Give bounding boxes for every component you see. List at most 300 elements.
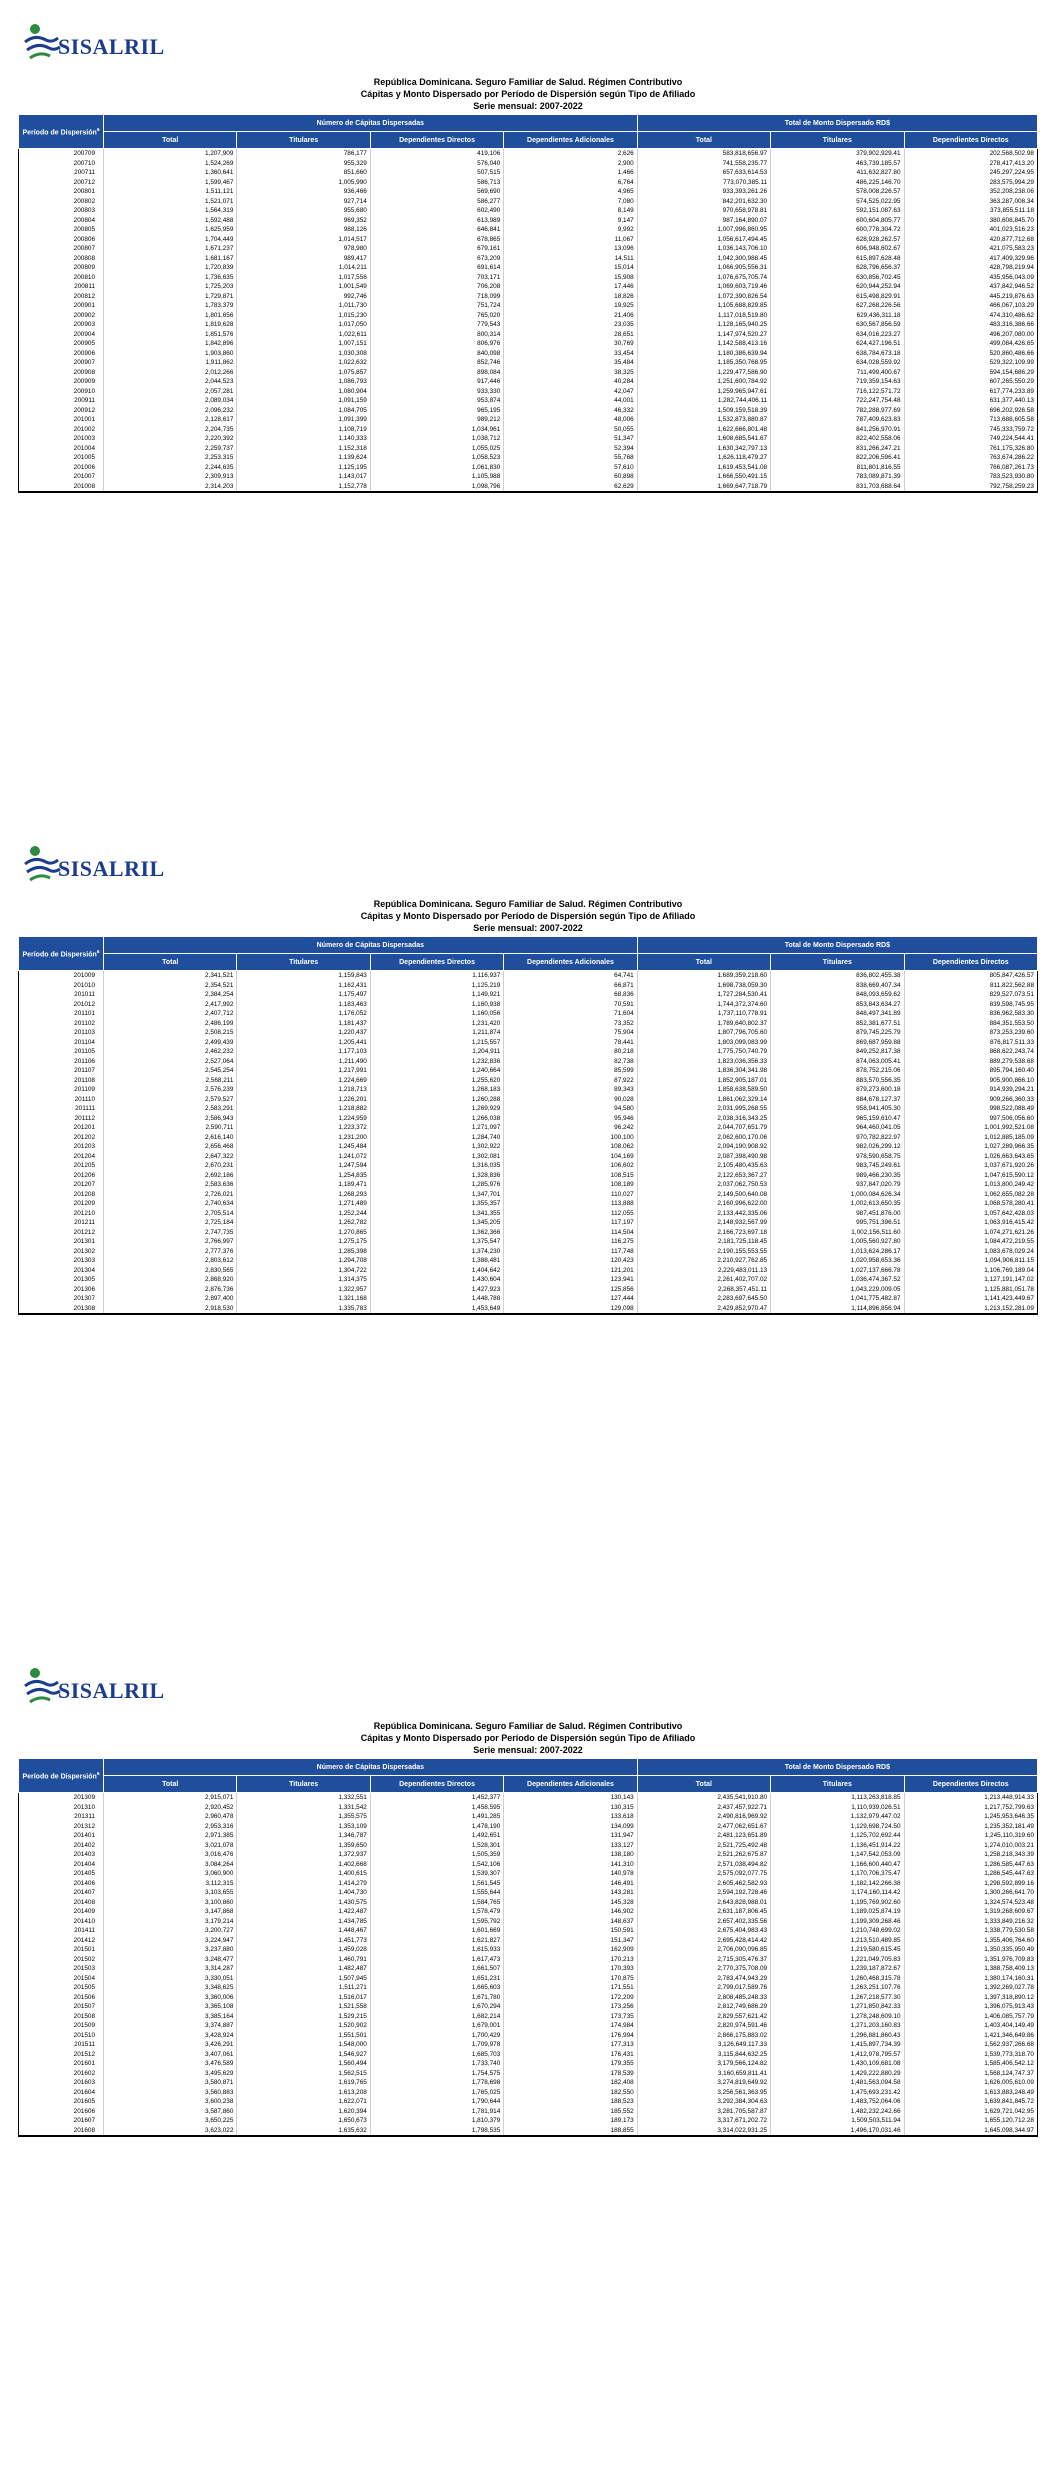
value-cell: 114,504 <box>504 1228 637 1238</box>
period-cell: 200811 <box>19 282 104 292</box>
value-cell: 1,507,945 <box>237 1974 370 1984</box>
period-cell: 201109 <box>19 1085 104 1095</box>
value-cell: 1,241,072 <box>237 1152 370 1162</box>
value-cell: 842,201,632.30 <box>637 197 770 207</box>
value-cell: 48,006 <box>504 415 637 425</box>
table-row <box>19 2088 1038 2098</box>
value-cell: 108,189 <box>504 1180 637 1190</box>
sisalril-logo <box>22 20 165 64</box>
table-row <box>19 1898 1038 1908</box>
value-cell: 1,260,468,315.78 <box>771 1974 904 1984</box>
value-cell: 2,190,155,553.55 <box>637 1247 770 1257</box>
table-row <box>19 1983 1038 1993</box>
value-cell: 3,179,214 <box>104 1917 237 1927</box>
value-cell: 2,920,452 <box>104 1803 237 1813</box>
value-cell: 2,747,735 <box>104 1228 237 1238</box>
value-cell: 1,372,937 <box>237 1850 370 1860</box>
value-cell: 1,235,352,181.49 <box>904 1822 1037 1832</box>
value-cell: 879,273,600.18 <box>771 1085 904 1095</box>
value-cell: 2,437,457,922.71 <box>637 1803 770 1813</box>
period-cell: 201205 <box>19 1161 104 1171</box>
value-cell: 2,087,398,490.98 <box>637 1152 770 1162</box>
table-row <box>19 1945 1038 1955</box>
value-cell: 411,632,827.80 <box>771 168 904 178</box>
period-cell: 201004 <box>19 444 104 454</box>
value-cell: 1,422,487 <box>237 1907 370 1917</box>
value-cell: 1,183,463 <box>237 1000 370 1010</box>
value-cell: 177,313 <box>504 2040 637 2050</box>
value-cell: 1,851,576 <box>104 330 237 340</box>
period-cell: 201512 <box>19 2050 104 2060</box>
logo-emblem-icon <box>22 842 62 886</box>
value-cell: 1,017,556 <box>237 273 370 283</box>
value-cell: 1,429,222,880.29 <box>771 2069 904 2079</box>
table-row <box>19 425 1038 435</box>
value-cell: 3,016,476 <box>104 1850 237 1860</box>
period-cell: 200801 <box>19 187 104 197</box>
value-cell: 1,481,563,094.58 <box>771 2078 904 2088</box>
value-cell: 2,706,090,096.85 <box>637 1945 770 1955</box>
value-cell: 1,415,897,734.39 <box>771 2040 904 2050</box>
value-cell: 638,784,673.18 <box>771 349 904 359</box>
value-cell: 2,261,402,707.02 <box>637 1275 770 1285</box>
period-cell: 200901 <box>19 301 104 311</box>
value-cell: 1,041,775,482.87 <box>771 1294 904 1304</box>
period-header <box>19 1759 104 1793</box>
value-cell: 1,661,507 <box>370 1964 503 1974</box>
table-row <box>19 2069 1038 2079</box>
value-cell: 1,861,062,329.14 <box>637 1095 770 1105</box>
value-cell: 141,310 <box>504 1860 637 1870</box>
period-cell: 201105 <box>19 1047 104 1057</box>
value-cell: 868,622,243.74 <box>904 1047 1037 1057</box>
value-cell: 615,498,829.91 <box>771 292 904 302</box>
value-cell: 787,409,623.83 <box>771 415 904 425</box>
period-header-note: a <box>96 126 100 133</box>
value-cell: 822,402,558.06 <box>771 434 904 444</box>
value-cell: 1,744,372,374.60 <box>637 1000 770 1010</box>
value-cell: 1,430,575 <box>237 1898 370 1908</box>
value-cell: 1,775,750,740.79 <box>637 1047 770 1057</box>
value-cell: 129,098 <box>504 1304 637 1315</box>
value-cell: 64,741 <box>504 971 637 981</box>
table-row <box>19 368 1038 378</box>
period-cell: 201110 <box>19 1095 104 1105</box>
value-cell: 1,625,959 <box>104 225 237 235</box>
table-row <box>19 235 1038 245</box>
value-cell: 1,823,036,356.33 <box>637 1057 770 1067</box>
value-cell: 1,302,081 <box>370 1152 503 1162</box>
value-cell: 3,281,705,587.87 <box>637 2107 770 2117</box>
value-cell: 1,271,097 <box>370 1123 503 1133</box>
value-cell: 3,407,061 <box>104 2050 237 2060</box>
table-row <box>19 1218 1038 1228</box>
value-cell: 2,631,187,806.45 <box>637 1907 770 1917</box>
value-cell: 1,617,473 <box>370 1955 503 1965</box>
value-cell: 1,160,938 <box>370 1000 503 1010</box>
value-cell: 1,215,557 <box>370 1038 503 1048</box>
table-row <box>19 1114 1038 1124</box>
table-row <box>19 1028 1038 1038</box>
value-cell: 1,353,109 <box>237 1822 370 1832</box>
value-cell: 992,746 <box>237 292 370 302</box>
value-cell: 779,543 <box>370 320 503 330</box>
value-cell: 1,147,974,520.27 <box>637 330 770 340</box>
value-cell: 42,047 <box>504 387 637 397</box>
value-cell: 2,766,997 <box>104 1237 237 1247</box>
table-row <box>19 311 1038 321</box>
value-cell: 2,037,062,750.53 <box>637 1180 770 1190</box>
column-header: Total <box>104 1776 237 1793</box>
value-cell: 1,128,165,940.25 <box>637 320 770 330</box>
value-cell: 3,256,561,363.95 <box>637 2088 770 2098</box>
value-cell: 1,213,152,281.09 <box>904 1304 1037 1315</box>
table-row <box>19 396 1038 406</box>
period-cell: 201411 <box>19 1926 104 1936</box>
value-cell: 3,200,727 <box>104 1926 237 1936</box>
column-header: Dependientes Directos <box>904 1776 1037 1793</box>
period-cell: 201407 <box>19 1888 104 1898</box>
value-cell: 1,189,025,874.19 <box>771 1907 904 1917</box>
value-cell: 1,542,106 <box>370 1860 503 1870</box>
value-cell: 1,404,730 <box>237 1888 370 1898</box>
period-cell: 201509 <box>19 2021 104 2031</box>
value-cell: 1,516,017 <box>237 1993 370 2003</box>
value-cell: 9,992 <box>504 225 637 235</box>
table-row <box>19 1047 1038 1057</box>
value-cell: 811,801,816.55 <box>771 463 904 473</box>
value-cell: 1,030,308 <box>237 349 370 359</box>
table-row <box>19 1190 1038 1200</box>
report-title3: Serie mensual: 2007-2022 <box>473 1745 583 1755</box>
value-cell: 630,856,702.45 <box>771 273 904 283</box>
value-cell: 188,523 <box>504 2097 637 2107</box>
value-cell: 1,400,615 <box>237 1869 370 1879</box>
value-cell: 1,117,018,519.80 <box>637 311 770 321</box>
value-cell: 2,122,653,367.27 <box>637 1171 770 1181</box>
value-cell: 1,388,758,409.13 <box>904 1964 1037 1974</box>
value-cell: 1,247,594 <box>237 1161 370 1171</box>
value-cell: 1,698,738,059.30 <box>637 981 770 991</box>
period-cell: 201408 <box>19 1898 104 1908</box>
value-cell: 2,283,697,645.50 <box>637 1294 770 1304</box>
value-cell: 2,897,400 <box>104 1294 237 1304</box>
value-cell: 117,197 <box>504 1218 637 1228</box>
value-cell: 474,310,486.62 <box>904 311 1037 321</box>
value-cell: 2,486,199 <box>104 1019 237 1029</box>
value-cell: 964,460,041.05 <box>771 1123 904 1133</box>
value-cell: 1,213,510,489.85 <box>771 1936 904 1946</box>
value-cell: 7,080 <box>504 197 637 207</box>
value-cell: 1,282,744,406.11 <box>637 396 770 406</box>
report-title3: Serie mensual: 2007-2022 <box>473 923 583 933</box>
value-cell: 2,647,322 <box>104 1152 237 1162</box>
value-cell: 958,941,405.30 <box>771 1104 904 1114</box>
value-cell: 783,089,871.39 <box>771 472 904 482</box>
value-cell: 2,808,485,248.33 <box>637 1993 770 2003</box>
value-cell: 594,154,686.29 <box>904 368 1037 378</box>
value-cell: 1,221,049,705.83 <box>771 1955 904 1965</box>
period-cell: 201101 <box>19 1009 104 1019</box>
value-cell: 1,108,719 <box>237 425 370 435</box>
column-header: Dependientes Adicionales <box>504 954 637 971</box>
value-cell: 852,381,677.51 <box>771 1019 904 1029</box>
value-cell: 2,057,281 <box>104 387 237 397</box>
value-cell: 586,713 <box>370 178 503 188</box>
value-cell: 15,014 <box>504 263 637 273</box>
value-cell: 1,555,644 <box>370 1888 503 1898</box>
value-cell: 2,149,500,640.08 <box>637 1190 770 1200</box>
value-cell: 806,976 <box>370 339 503 349</box>
value-cell: 1,022,611 <box>237 330 370 340</box>
period-cell: 201607 <box>19 2116 104 2126</box>
value-cell: 3,650,225 <box>104 2116 237 2126</box>
table-row <box>19 1085 1038 1095</box>
value-cell: 1,521,071 <box>104 197 237 207</box>
value-cell: 1,047,615,590.12 <box>904 1171 1037 1181</box>
value-cell: 1,505,359 <box>370 1850 503 1860</box>
value-cell: 3,476,589 <box>104 2059 237 2069</box>
value-cell: 3,147,868 <box>104 1907 237 1917</box>
value-cell: 1,125,195 <box>237 463 370 473</box>
value-cell: 68,836 <box>504 990 637 1000</box>
value-cell: 1,160,056 <box>370 1009 503 1019</box>
value-cell: 718,099 <box>370 292 503 302</box>
value-cell: 933,393,261.26 <box>637 187 770 197</box>
value-cell: 1,268,293 <box>237 1190 370 1200</box>
table-row <box>19 197 1038 207</box>
value-cell: 1,521,558 <box>237 2002 370 2012</box>
table-row <box>19 1057 1038 1067</box>
value-cell: 631,377,440.13 <box>904 396 1037 406</box>
value-cell: 2,545,254 <box>104 1066 237 1076</box>
value-cell: 1,262,782 <box>237 1218 370 1228</box>
value-cell: 1,129,698,724.50 <box>771 1822 904 1832</box>
value-cell: 1,619,453,541.08 <box>637 463 770 473</box>
value-cell: 188,855 <box>504 2126 637 2137</box>
table-row <box>19 971 1038 981</box>
value-cell: 1,421,346,649.86 <box>904 2031 1037 2041</box>
value-cell: 1,670,294 <box>370 2002 503 2012</box>
value-cell: 1,252,244 <box>237 1209 370 1219</box>
value-cell: 955,680 <box>237 206 370 216</box>
value-cell: 182,550 <box>504 2088 637 2098</box>
value-cell: 2,692,186 <box>104 1171 237 1181</box>
value-cell: 2,220,392 <box>104 434 237 444</box>
value-cell: 1,007,996,860.95 <box>637 225 770 235</box>
value-cell: 782,288,977.69 <box>771 406 904 416</box>
value-cell: 125,856 <box>504 1285 637 1295</box>
table-row <box>19 1926 1038 1936</box>
value-cell: 1,211,874 <box>370 1028 503 1038</box>
column-header: Dependientes Directos <box>904 954 1037 971</box>
value-cell: 486,225,146.70 <box>771 178 904 188</box>
table-row <box>19 990 1038 1000</box>
period-cell: 201510 <box>19 2031 104 2041</box>
value-cell: 62,629 <box>504 482 637 493</box>
value-cell: 1,613,883,248.49 <box>904 2088 1037 2098</box>
value-cell: 1,807,796,705.60 <box>637 1028 770 1038</box>
value-cell: 507,515 <box>370 168 503 178</box>
table-row <box>19 1993 1038 2003</box>
value-cell: 1,098,796 <box>370 482 503 493</box>
period-cell: 201605 <box>19 2097 104 2107</box>
value-cell: 4,965 <box>504 187 637 197</box>
value-cell: 646,841 <box>370 225 503 235</box>
period-cell: 201406 <box>19 1879 104 1889</box>
value-cell: 185,552 <box>504 2107 637 2117</box>
value-cell: 1,175,497 <box>237 990 370 1000</box>
value-cell: 3,426,291 <box>104 2040 237 2050</box>
value-cell: 78,441 <box>504 1038 637 1048</box>
table-row <box>19 1793 1038 1803</box>
column-header: Titulares <box>237 132 370 149</box>
capitas-group-header: Número de Cápitas Dispersadas <box>104 115 638 132</box>
value-cell: 435,956,043.09 <box>904 273 1037 283</box>
table-row <box>19 1974 1038 1984</box>
value-cell: 1,546,927 <box>237 2050 370 2060</box>
table-row <box>19 1850 1038 1860</box>
value-cell: 716,122,571.72 <box>771 387 904 397</box>
value-cell: 1,207,909 <box>104 149 237 159</box>
value-cell: 2,616,140 <box>104 1133 237 1143</box>
value-cell: 1,147,542,053.09 <box>771 1850 904 1860</box>
value-cell: 1,143,017 <box>237 472 370 482</box>
value-cell: 1,170,706,375.47 <box>771 1869 904 1879</box>
table-row <box>19 358 1038 368</box>
table-row <box>19 387 1038 397</box>
period-cell: 201007 <box>19 472 104 482</box>
value-cell: 1,017,050 <box>237 320 370 330</box>
value-cell: 745,333,759.72 <box>904 425 1037 435</box>
value-cell: 3,292,384,304.63 <box>637 2097 770 2107</box>
logo-text: SISALRIL <box>58 856 165 881</box>
value-cell: 1,509,159,518.39 <box>637 406 770 416</box>
period-cell: 201211 <box>19 1218 104 1228</box>
period-cell: 201102 <box>19 1019 104 1029</box>
value-cell: 1,231,200 <box>237 1133 370 1143</box>
period-cell: 201511 <box>19 2040 104 2050</box>
value-cell: 2,583,291 <box>104 1104 237 1114</box>
value-cell: 1,072,390,826.54 <box>637 292 770 302</box>
report-titles <box>0 898 1056 934</box>
value-cell: 3,314,287 <box>104 1964 237 1974</box>
value-cell: 3,428,924 <box>104 2031 237 2041</box>
value-cell: 1,274,010,003.21 <box>904 1841 1037 1851</box>
value-cell: 1,671,780 <box>370 1993 503 2003</box>
value-cell: 628,796,656.37 <box>771 263 904 273</box>
value-cell: 3,103,655 <box>104 1888 237 1898</box>
value-cell: 2,820,974,591.46 <box>637 2021 770 2031</box>
value-cell: 380,608,845.70 <box>904 216 1037 226</box>
value-cell: 1,080,904 <box>237 387 370 397</box>
value-cell: 657,633,614.53 <box>637 168 770 178</box>
value-cell: 2,960,478 <box>104 1812 237 1822</box>
value-cell: 1,639,841,845.72 <box>904 2097 1037 2107</box>
value-cell: 978,980 <box>237 244 370 254</box>
value-cell: 28,651 <box>504 330 637 340</box>
value-cell: 1,005,990 <box>237 178 370 188</box>
value-cell: 2,160,996,622.00 <box>637 1199 770 1209</box>
table-row <box>19 2126 1038 2137</box>
value-cell: 419,106 <box>370 149 503 159</box>
value-cell: 2,181,725,118.45 <box>637 1237 770 1247</box>
value-cell: 1,229,477,586.90 <box>637 368 770 378</box>
table-row <box>19 159 1038 169</box>
value-cell: 624,427,196.51 <box>771 339 904 349</box>
value-cell: 52,394 <box>504 444 637 454</box>
value-cell: 1,142,588,413.16 <box>637 339 770 349</box>
table-row <box>19 1266 1038 1276</box>
value-cell: 1,061,830 <box>370 463 503 473</box>
value-cell: 417,409,329.96 <box>904 254 1037 264</box>
value-cell: 936,466 <box>237 187 370 197</box>
table-row <box>19 1964 1038 1974</box>
value-cell: 630,567,856.59 <box>771 320 904 330</box>
value-cell: 73,352 <box>504 1019 637 1029</box>
value-cell: 1,483,752,064.06 <box>771 2097 904 2107</box>
value-cell: 1,058,523 <box>370 453 503 463</box>
value-cell: 691,614 <box>370 263 503 273</box>
value-cell: 46,332 <box>504 406 637 416</box>
value-cell: 2,953,316 <box>104 1822 237 1832</box>
value-cell: 172,209 <box>504 1993 637 2003</box>
value-cell: 1,725,203 <box>104 282 237 292</box>
value-cell: 70,591 <box>504 1000 637 1010</box>
value-cell: 15,908 <box>504 273 637 283</box>
value-cell: 1,592,488 <box>104 216 237 226</box>
value-cell: 1,002,613,650.35 <box>771 1199 904 1209</box>
value-cell: 1,478,190 <box>370 1822 503 1832</box>
value-cell: 352,208,238.06 <box>904 187 1037 197</box>
table-row <box>19 2116 1038 2126</box>
value-cell: 2,812,749,686.29 <box>637 2002 770 2012</box>
value-cell: 1,679,001 <box>370 2021 503 2031</box>
value-cell: 1,448,788 <box>370 1294 503 1304</box>
value-cell: 836,802,455.38 <box>771 971 904 981</box>
value-cell: 2,259,737 <box>104 444 237 454</box>
report-page <box>0 0 1056 822</box>
value-cell: 2,777,376 <box>104 1247 237 1257</box>
value-cell: 848,093,659.62 <box>771 990 904 1000</box>
value-cell: 3,115,844,632.25 <box>637 2050 770 2060</box>
value-cell: 100,100 <box>504 1133 637 1143</box>
value-cell: 1,125,702,692.44 <box>771 1831 904 1841</box>
value-cell: 1,568,124,747.37 <box>904 2069 1037 2079</box>
capitas-group-header: Número de Cápitas Dispersadas <box>104 1759 638 1776</box>
value-cell: 8,149 <box>504 206 637 216</box>
value-cell: 569,690 <box>370 187 503 197</box>
value-cell: 1,005,560,927.80 <box>771 1237 904 1247</box>
value-cell: 1,615,933 <box>370 1945 503 1955</box>
value-cell: 1,251,600,784.92 <box>637 377 770 387</box>
table-row <box>19 1152 1038 1162</box>
logo-text: SISALRIL <box>58 1678 165 1703</box>
value-cell: 1,622,666,801.48 <box>637 425 770 435</box>
value-cell: 1,842,896 <box>104 339 237 349</box>
value-cell: 75,904 <box>504 1028 637 1038</box>
value-cell: 988,126 <box>237 225 370 235</box>
value-cell: 1,304,722 <box>237 1266 370 1276</box>
value-cell: 130,315 <box>504 1803 637 1813</box>
value-cell: 1,548,000 <box>237 2040 370 2050</box>
value-cell: 123,941 <box>504 1275 637 1285</box>
value-cell: 110,027 <box>504 1190 637 1200</box>
value-cell: 1,037,671,920.26 <box>904 1161 1037 1171</box>
value-cell: 3,374,887 <box>104 2021 237 2031</box>
value-cell: 2,971,385 <box>104 1831 237 1841</box>
value-cell: 1,621,827 <box>370 1936 503 1946</box>
